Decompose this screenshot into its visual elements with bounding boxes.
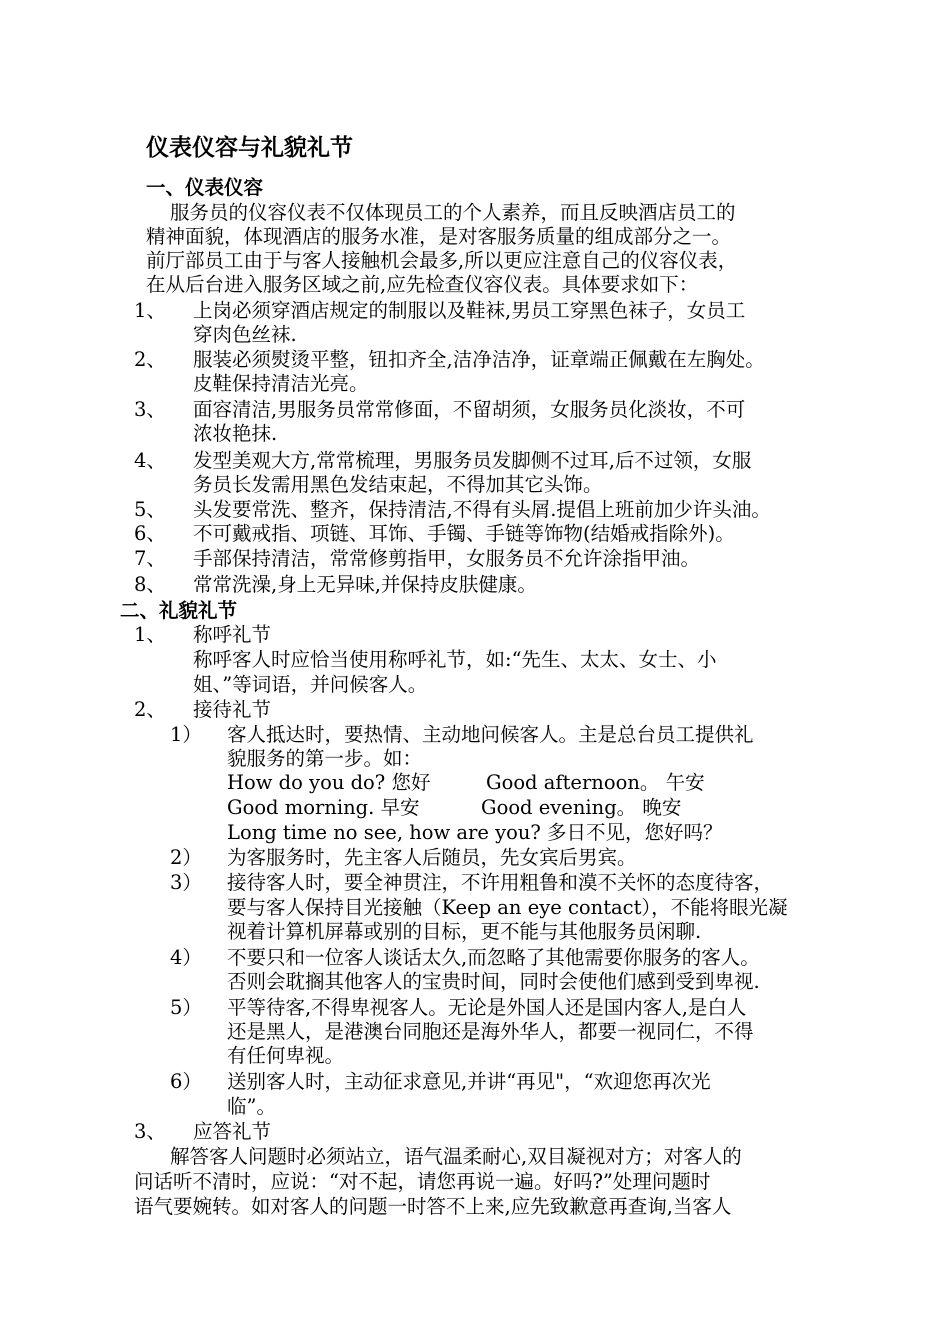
list-number: 1、 — [134, 623, 166, 646]
list-number: 1） — [170, 723, 202, 746]
paragraph-line: 精神面貌，体现酒店的服务水准，是对客服务质量的组成部分之一。 — [146, 225, 732, 248]
list-item-line: 不可戴戒指、项链、耳饰、手镯、手链等饰物(结婚戒指除外)。 — [193, 522, 735, 545]
greeting-phrase: Good evening。 晚安 — [481, 796, 682, 819]
list-item-line: 手部保持清洁，常常修剪指甲，女服务员不允许涂指甲油。 — [193, 547, 701, 570]
list-item-line: 视着计算机屏幕或别的目标，更不能与其他服务员闲聊. — [227, 920, 702, 943]
list-item-line: 皮鞋保持清洁光亮。 — [193, 372, 369, 395]
list-number: 5、 — [134, 498, 166, 521]
document-title: 仪表仪容与礼貌礼节 — [146, 135, 353, 161]
section-heading: 一、仪表仪容 — [146, 176, 264, 199]
list-number: 3、 — [134, 398, 166, 421]
list-item-line: 送别客人时，主动征求意见,并讲“再见"，“欢迎您再次光 — [227, 1070, 711, 1093]
paragraph-line: 问话听不清时，应说：“对不起，请您再说一遍。好吗?”处理问题时 — [134, 1170, 711, 1193]
list-item-line: 发型美观大方,常常梳理，男服务员发脚侧不过耳,后不过领，女服 — [193, 449, 752, 472]
list-number: 3、 — [134, 1120, 166, 1143]
list-item-line: 否则会耽搁其他客人的宝贵时间，同时会使他们感到受到卑视. — [227, 970, 760, 993]
list-item-line: 穿肉色丝袜. — [193, 323, 297, 346]
list-number: 2） — [170, 846, 202, 869]
paragraph-line: 语气要婉转。如对客人的问题一时答不上来,应先致歉意再查询,当客人 — [134, 1195, 732, 1218]
list-item-line: 客人抵达时，要热情、主动地问候客人。主是总台员工提供礼 — [227, 723, 754, 746]
list-number: 4、 — [134, 449, 166, 472]
list-item-line: 临”。 — [227, 1095, 276, 1118]
list-number: 6） — [170, 1070, 202, 1093]
list-item-line: 头发要常洗、整齐，保持清洁,不得有头屑.提倡上班前加少许头油。 — [193, 498, 771, 521]
greeting-phrase: Good morning. 早安 — [227, 796, 420, 819]
list-item-line: 常常洗澡,身上无异味,并保持皮肤健康。 — [193, 573, 537, 596]
list-item-line: 浓妆艳抹. — [193, 422, 278, 445]
section-heading: 二、礼貌礼节 — [120, 599, 238, 622]
list-item-line: 接待客人时，要全神贯注，不许用粗鲁和漠不关怀的态度待客， — [227, 871, 774, 894]
list-item-line: 上岗必须穿酒店规定的制服以及鞋袜,男员工穿黑色袜子，女员工 — [193, 299, 746, 322]
list-item-line: 为客服务时，先主客人后随员，先女宾后男宾。 — [227, 846, 637, 869]
list-item-line: 平等待客,不得卑视客人。无论是外国人还是国内客人,是白人 — [227, 996, 747, 1019]
greeting-phrase: Long time no see, how are you? 多日不见，您好吗？ — [227, 821, 723, 844]
list-item-line: 面容清洁,男服务员常常修面，不留胡须，女服务员化淡妆，不可 — [193, 398, 746, 421]
list-item-line: 还是黑人，是港澳台同胞还是海外华人，都要一视同仁，不得 — [227, 1020, 754, 1043]
list-item-line: 貌服务的第一步。如： — [227, 747, 423, 770]
list-item-line: 不要只和一位客人谈话太久,而忽略了其他需要你服务的客人。 — [227, 946, 760, 969]
list-item-line: 务员长发需用黑色发结束起，不得加其它头饰。 — [193, 473, 603, 496]
list-number: 8、 — [134, 573, 166, 596]
list-number: 7、 — [134, 547, 166, 570]
list-item-line: 服装必须熨烫平整，钮扣齐全,洁净洁净，证章端正佩戴在左胸处。 — [193, 348, 765, 371]
list-number: 2、 — [134, 698, 166, 721]
paragraph-line: 称呼客人时应恰当使用称呼礼节，如:“先生、太太、女士、小 — [193, 648, 717, 671]
paragraph-line: 解答客人问题时必须站立，语气温柔耐心,双目凝视对方；对客人的 — [170, 1145, 742, 1168]
list-number: 1、 — [134, 299, 166, 322]
list-number: 3） — [170, 871, 202, 894]
greeting-phrase: Good afternoon。 午安 — [486, 771, 705, 794]
subsection-title: 应答礼节 — [193, 1120, 272, 1143]
list-number: 5） — [170, 996, 202, 1019]
list-item-line: 有任何卑视。 — [227, 1044, 345, 1067]
list-item-line: 要与客人保持目光接触（Keep an eye contact），不能将眼光凝 — [227, 896, 788, 919]
list-number: 2、 — [134, 348, 166, 371]
subsection-title: 称呼礼节 — [193, 623, 272, 646]
paragraph-line: 服务员的仪容仪表不仅体现员工的个人素养，而且反映酒店员工的 — [170, 201, 736, 224]
paragraph-line: 前厅部员工由于与客人接触机会最多,所以更应注意自己的仪容仪表， — [146, 249, 738, 272]
greeting-phrase: How do you do? 您好 — [227, 771, 431, 794]
list-number: 4） — [170, 946, 202, 969]
subsection-title: 接待礼节 — [193, 698, 272, 721]
paragraph-line: 姐、”等词语，并问候客人。 — [193, 673, 428, 696]
list-number: 6、 — [134, 522, 166, 545]
paragraph-line: 在从后台进入服务区域之前,应先检查仪容仪表。具体要求如下： — [146, 273, 699, 296]
